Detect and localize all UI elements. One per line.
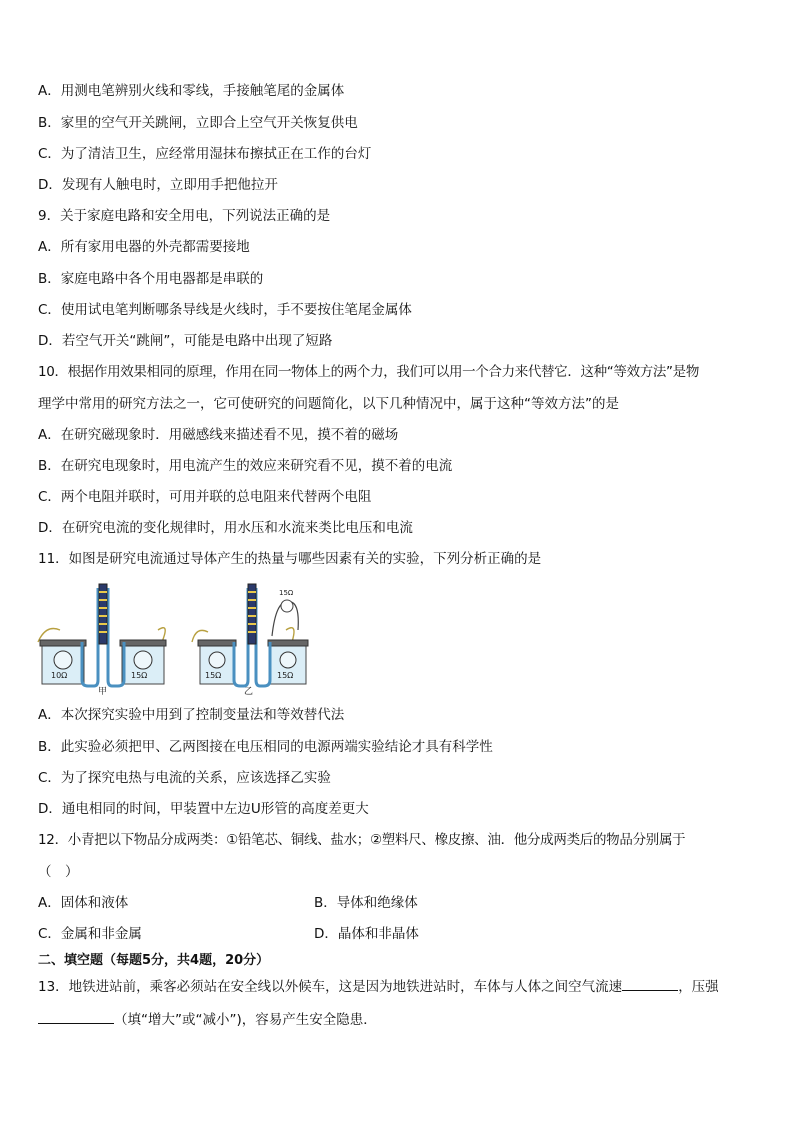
q11-experiment-figure bbox=[36, 580, 316, 696]
q11-option-d: D．通电相同的时间，甲装置中左边U形管的高度差更大 bbox=[38, 801, 369, 817]
q12-stem-line2: （ ） bbox=[38, 864, 79, 880]
yi-resistor-external: 15Ω bbox=[279, 589, 294, 597]
q13-line1-after: ，压强 bbox=[678, 979, 719, 995]
q8-option-c: C．为了清洁卫生，应经常用湿抹布擦拭正在工作的台灯 bbox=[38, 146, 372, 162]
q13-line2 bbox=[38, 1010, 377, 1029]
q11-stem: 11．如图是研究电流通过导体产生的热量与哪些因素有关的实验，下列分析正确的是 bbox=[38, 551, 542, 567]
q11-option-b: B．此实验必须把甲、乙两图接在电压相同的电源两端实验结论才具有科学性 bbox=[38, 739, 493, 755]
q9-option-c: C．使用试电笔判断哪条导线是火线时，手不要按住笔尾金属体 bbox=[38, 302, 412, 318]
q9-stem: 9．关于家庭电路和安全用电，下列说法正确的是 bbox=[38, 208, 331, 224]
yi-label: 乙 bbox=[244, 687, 254, 696]
q10-option-b: B．在研究电现象时，用电流产生的效应来研究看不见，摸不着的电流 bbox=[38, 458, 453, 474]
yi-resistor-left: 15Ω bbox=[205, 671, 222, 680]
q10-option-c: C．两个电阻并联时，可用并联的总电阻来代替两个电阻 bbox=[38, 489, 372, 505]
q10-stem-line1: 10．根据作用效果相同的原理，作用在同一物体上的两个力，我们可以用一个合力来代替它．这种“等效方法”是物 bbox=[38, 364, 699, 380]
jia-label: 甲 bbox=[98, 687, 108, 696]
jia-resistor-right: 15Ω bbox=[131, 671, 148, 680]
q9-option-d: D．若空气开关“跳闸”，可能是电路中出现了短路 bbox=[38, 333, 333, 349]
q12-option-d: D．晶体和非晶体 bbox=[314, 926, 419, 942]
jia-resistor-left: 10Ω bbox=[51, 671, 68, 680]
q10-stem-line2: 理学中常用的研究方法之一，它可使研究的问题简化，以下几种情况中，属于这种“等效方法”的是 bbox=[38, 396, 619, 412]
q10-option-d: D．在研究电流的变化规律时，用水压和水流来类比电压和电流 bbox=[38, 520, 413, 536]
q11-option-a: A．本次探究实验中用到了控制变量法和等效替代法 bbox=[38, 707, 345, 723]
q13-line1-text: 13．地铁进站前，乘客必须站在安全线以外候车，这是因为地铁进站时，车体与人体之间空气流速 bbox=[38, 979, 623, 995]
q12-stem-line1: 12．小青把以下物品分成两类：①铅笔芯、铜线、盐水；②塑料尺、橡皮擦、油．他分成两类后的物品分别属于 bbox=[38, 832, 686, 848]
q13-line1 bbox=[38, 977, 719, 996]
q13-blank-2[interactable] bbox=[38, 1010, 114, 1024]
q12-option-c: C．金属和非金属 bbox=[38, 926, 142, 942]
q8-option-d: D．发现有人触电时，立即用手把他拉开 bbox=[38, 177, 278, 193]
q13-blank-1[interactable] bbox=[622, 977, 678, 991]
q13-line2-after: （填“增大”或“减小”)，容易产生安全隐患． bbox=[114, 1012, 377, 1028]
q12-option-a: A．固体和液体 bbox=[38, 895, 129, 911]
q9-option-a: A．所有家用电器的外壳都需要接地 bbox=[38, 239, 250, 255]
section-heading: 二、填空题（每题5分，共4题，20分） bbox=[38, 953, 270, 968]
q8-option-b: B．家里的空气开关跳闸，立即合上空气开关恢复供电 bbox=[38, 115, 358, 131]
q10-option-a: A．在研究磁现象时．用磁感线来描述看不见，摸不着的磁场 bbox=[38, 427, 399, 443]
q11-option-c: C．为了探究电热与电流的关系，应该选择乙实验 bbox=[38, 770, 331, 786]
q9-option-b: B．家庭电路中各个用电器都是串联的 bbox=[38, 271, 264, 287]
q8-option-a: A．用测电笔辨别火线和零线，手接触笔尾的金属体 bbox=[38, 83, 345, 99]
yi-resistor-right: 15Ω bbox=[277, 671, 294, 680]
q12-option-b: B．导体和绝缘体 bbox=[314, 895, 418, 911]
